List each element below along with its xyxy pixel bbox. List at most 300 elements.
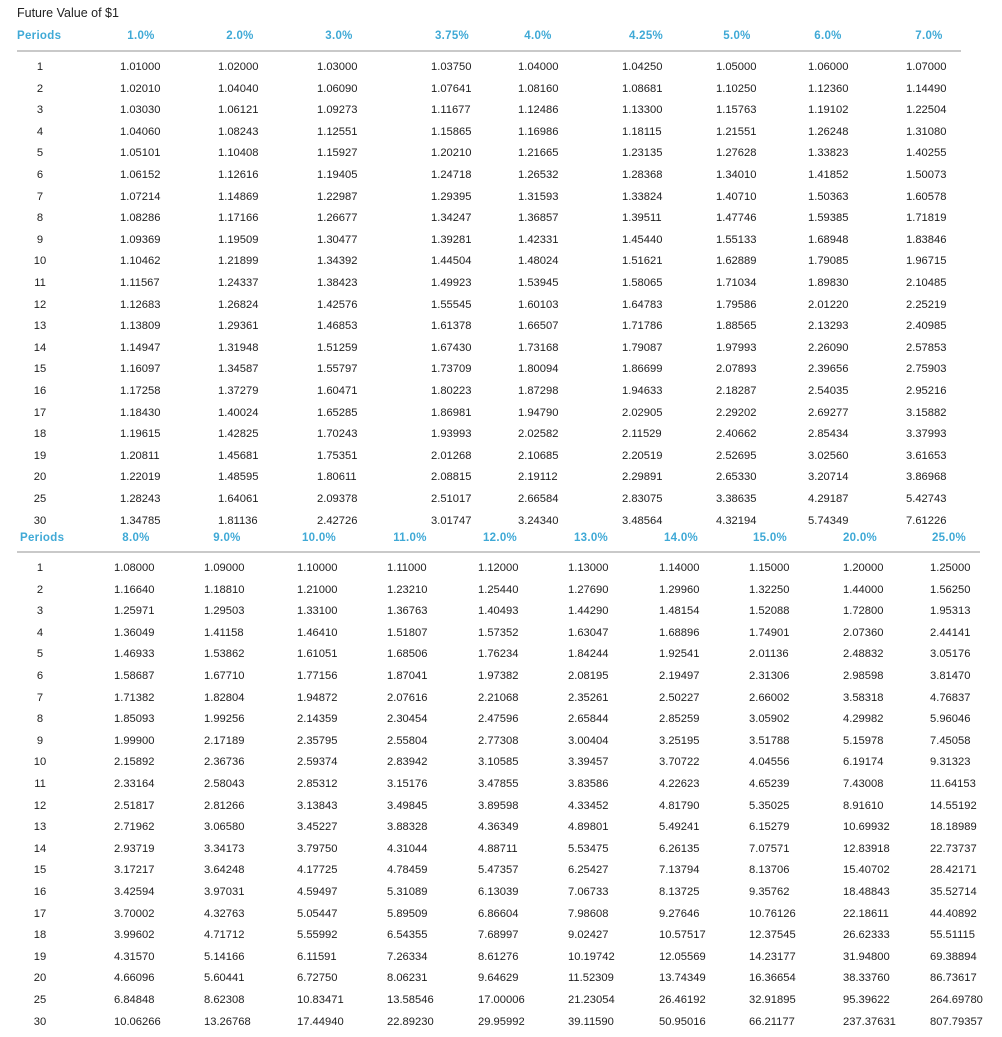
period-cell: 13: [33, 821, 47, 834]
period-cell: 8: [36, 212, 44, 225]
value-cell: 2.26090: [808, 341, 849, 354]
value-cell: 2.07893: [716, 363, 757, 376]
value-cell: 3.88328: [387, 821, 428, 834]
table-row: [0, 1016, 1002, 1037]
value-cell: 4.17725: [297, 864, 338, 877]
value-cell: 3.39457: [568, 756, 609, 769]
value-cell: 1.09273: [317, 104, 358, 117]
value-cell: 1.52088: [749, 605, 790, 618]
value-cell: 3.05902: [749, 713, 790, 726]
value-cell: 2.85312: [297, 778, 338, 790]
rate-header: 25.0%: [931, 532, 967, 544]
value-cell: 1.97993: [716, 341, 757, 354]
value-cell: 1.55797: [317, 363, 358, 376]
value-cell: 1.71382: [114, 691, 155, 704]
value-cell: 1.74901: [749, 626, 790, 639]
table-row: [0, 843, 1002, 864]
table-row: [0, 191, 1002, 212]
value-cell: 3.42594: [114, 886, 155, 898]
value-cell: 2.35795: [297, 734, 338, 747]
value-cell: 2.59374: [297, 756, 338, 769]
value-cell: 1.87041: [387, 670, 428, 682]
value-cell: 1.51621: [622, 255, 663, 268]
value-cell: 2.14359: [297, 713, 338, 726]
value-cell: 2.58043: [204, 778, 245, 790]
value-cell: 29.95992: [478, 1015, 525, 1028]
period-cell: 8: [36, 713, 44, 726]
period-cell: 14: [33, 842, 47, 855]
value-cell: 1.85093: [114, 713, 155, 726]
value-cell: 2.98598: [843, 670, 884, 682]
value-cell: 5.14166: [204, 950, 245, 963]
table-title: Future Value of $1: [17, 6, 119, 20]
value-cell: 1.06121: [218, 104, 259, 117]
value-cell: 4.29187: [808, 493, 849, 505]
value-cell: 1.25440: [478, 583, 519, 596]
value-cell: 4.29982: [843, 713, 884, 726]
value-cell: 6.54355: [387, 929, 428, 942]
value-cell: 1.02000: [218, 61, 259, 73]
value-cell: 1.45681: [218, 449, 259, 462]
value-cell: 6.19174: [843, 756, 884, 769]
value-cell: 1.13300: [622, 104, 663, 117]
value-cell: 17.44940: [297, 1015, 344, 1028]
value-cell: 1.41852: [808, 169, 849, 181]
value-cell: 1.01000: [120, 61, 161, 73]
value-cell: 1.04040: [218, 82, 259, 95]
value-cell: 7.45058: [930, 734, 971, 747]
value-cell: 3.58318: [843, 691, 884, 704]
value-cell: 2.01136: [749, 648, 789, 661]
value-cell: 3.70002: [114, 907, 155, 920]
period-cell: 3: [36, 605, 44, 618]
value-cell: 2.77308: [478, 734, 519, 747]
value-cell: 5.74349: [808, 514, 849, 527]
value-cell: 18.18989: [930, 821, 977, 834]
value-cell: 1.68948: [808, 233, 849, 246]
value-cell: 2.08195: [568, 670, 609, 682]
value-cell: 11.52309: [568, 972, 614, 985]
value-cell: 3.25195: [659, 734, 700, 747]
table-row: [0, 169, 1002, 190]
value-cell: 4.88711: [478, 842, 518, 855]
value-cell: 1.03750: [431, 61, 472, 73]
header-row: [0, 30, 1002, 50]
value-cell: 1.99256: [204, 713, 245, 726]
value-cell: 1.45440: [622, 233, 663, 246]
table-row: [0, 234, 1002, 255]
value-cell: 1.19615: [120, 428, 161, 441]
value-cell: 4.32194: [716, 514, 757, 527]
value-cell: 1.07000: [906, 61, 947, 73]
period-cell: 30: [33, 1015, 47, 1028]
value-cell: 1.12000: [478, 562, 519, 574]
value-cell: 1.59385: [808, 212, 849, 225]
table-row: [0, 951, 1002, 972]
table-row: [0, 584, 1002, 605]
rate-header: 9.0%: [213, 532, 241, 544]
value-cell: 5.55992: [297, 929, 338, 942]
value-cell: 1.53862: [204, 648, 245, 661]
value-cell: 1.97382: [478, 670, 519, 682]
value-cell: 10.76126: [749, 907, 796, 920]
value-cell: 1.10462: [120, 255, 161, 268]
rate-header: 8.0%: [122, 532, 150, 544]
value-cell: 4.59497: [297, 886, 338, 898]
table-row: [0, 255, 1002, 276]
value-cell: 3.15882: [906, 406, 947, 419]
value-cell: 13.26768: [204, 1015, 251, 1028]
value-cell: 5.15978: [843, 734, 884, 747]
table-row: [0, 821, 1002, 842]
value-cell: 2.66002: [749, 691, 790, 704]
value-cell: 1.15927: [317, 147, 358, 160]
value-cell: 1.71786: [622, 320, 663, 333]
period-cell: 6: [36, 670, 44, 682]
value-cell: 1.94872: [297, 691, 338, 704]
rate-header: 6.0%: [814, 30, 842, 42]
value-cell: 1.62889: [716, 255, 757, 268]
value-cell: 3.24340: [518, 514, 559, 527]
period-cell: 20: [33, 972, 47, 985]
period-cell: 7: [36, 691, 44, 704]
value-cell: 16.36654: [749, 972, 796, 985]
value-cell: 8.13706: [749, 864, 790, 877]
value-cell: 1.10408: [218, 147, 259, 160]
value-cell: 2.81266: [204, 799, 245, 812]
value-cell: 2.29202: [716, 406, 757, 419]
value-cell: 3.51788: [749, 734, 790, 747]
value-cell: 1.60471: [317, 385, 358, 397]
value-cell: 2.17189: [204, 734, 245, 747]
rate-header: 20.0%: [842, 532, 878, 544]
value-cell: 21.23054: [568, 994, 615, 1006]
value-cell: 1.14000: [659, 562, 700, 574]
value-cell: 95.39622: [843, 994, 890, 1006]
value-cell: 22.89230: [387, 1015, 434, 1028]
value-cell: 1.21665: [518, 147, 559, 160]
value-cell: 10.19742: [568, 950, 615, 963]
table-row: [0, 61, 1002, 82]
value-cell: 1.20000: [843, 562, 884, 574]
value-cell: 1.86981: [431, 406, 472, 419]
value-cell: 1.24718: [431, 169, 472, 181]
period-cell: 6: [36, 169, 44, 181]
table-row: [0, 756, 1002, 777]
value-cell: 4.81790: [659, 799, 700, 812]
value-cell: 1.08286: [120, 212, 161, 225]
value-cell: 4.31044: [387, 842, 428, 855]
value-cell: 1.17166: [218, 212, 259, 225]
value-cell: 237.37631: [843, 1015, 896, 1028]
value-cell: 3.48564: [622, 514, 663, 527]
value-cell: 50.95016: [659, 1015, 706, 1028]
value-cell: 1.73168: [518, 341, 559, 354]
value-cell: 1.42825: [218, 428, 259, 441]
value-cell: 1.36049: [114, 626, 155, 639]
value-cell: 1.95313: [930, 605, 971, 618]
value-cell: 2.02582: [518, 428, 559, 441]
value-cell: 2.33164: [114, 778, 155, 790]
value-cell: 7.13794: [659, 864, 700, 877]
value-cell: 1.29960: [659, 583, 700, 596]
value-cell: 1.93993: [431, 428, 472, 441]
value-cell: 7.61226: [906, 514, 947, 527]
value-cell: 2.30454: [387, 713, 428, 726]
value-cell: 1.12616: [218, 169, 259, 181]
periods-header: Periods: [17, 30, 62, 42]
value-cell: 1.36857: [518, 212, 559, 225]
value-cell: 1.44000: [843, 583, 884, 596]
value-cell: 12.37545: [749, 929, 796, 942]
rate-header: 10.0%: [301, 532, 337, 544]
value-cell: 1.19405: [317, 169, 358, 181]
value-cell: 1.76234: [478, 648, 519, 661]
value-cell: 1.15000: [749, 562, 790, 574]
value-cell: 4.78459: [387, 864, 428, 877]
value-cell: 1.07214: [120, 190, 161, 203]
value-cell: 1.80611: [317, 471, 357, 484]
value-cell: 1.28368: [622, 169, 663, 181]
value-cell: 1.05101: [120, 147, 161, 160]
value-cell: 1.70243: [317, 428, 358, 441]
period-cell: 5: [36, 147, 44, 160]
value-cell: 2.02905: [622, 406, 663, 419]
table-row: [0, 670, 1002, 691]
value-cell: 4.66096: [114, 972, 155, 985]
value-cell: 28.42171: [930, 864, 977, 877]
value-cell: 7.43008: [843, 778, 884, 790]
value-cell: 1.67710: [204, 670, 245, 682]
table-row: [0, 277, 1002, 298]
value-cell: 1.79085: [808, 255, 849, 268]
value-cell: 1.73709: [431, 363, 472, 376]
value-cell: 1.94633: [622, 385, 663, 397]
value-cell: 3.38635: [716, 493, 757, 505]
value-cell: 10.57517: [659, 929, 706, 942]
table-row: [0, 493, 1002, 514]
value-cell: 8.61276: [478, 950, 519, 963]
value-cell: 1.14490: [906, 82, 947, 95]
table-row: [0, 342, 1002, 363]
value-cell: 1.29361: [218, 320, 259, 333]
value-cell: 2.51817: [114, 799, 155, 812]
table-row: [0, 471, 1002, 492]
value-cell: 1.94790: [518, 406, 559, 419]
value-cell: 2.13293: [808, 320, 849, 333]
period-cell: 3: [36, 104, 44, 117]
value-cell: 2.95216: [906, 385, 947, 397]
value-cell: 2.57853: [906, 341, 947, 354]
period-cell: 12: [33, 799, 47, 812]
value-cell: 1.11567: [120, 277, 160, 289]
value-cell: 1.58687: [114, 670, 155, 682]
value-cell: 1.10000: [297, 562, 338, 574]
value-cell: 1.89830: [808, 277, 849, 289]
value-cell: 14.55192: [930, 799, 977, 812]
value-cell: 1.63047: [568, 626, 609, 639]
value-cell: 3.83586: [568, 778, 609, 790]
value-cell: 44.40892: [930, 907, 977, 920]
period-cell: 18: [33, 929, 47, 942]
value-cell: 1.08681: [622, 82, 663, 95]
value-cell: 1.22504: [906, 104, 947, 117]
value-cell: 9.31323: [930, 756, 971, 769]
value-cell: 8.13725: [659, 886, 700, 898]
value-cell: 1.15865: [431, 125, 472, 138]
value-cell: 1.29503: [204, 605, 245, 618]
value-cell: 1.34247: [431, 212, 472, 225]
period-cell: 16: [33, 886, 47, 898]
table-row: [0, 126, 1002, 147]
value-cell: 264.69780: [930, 994, 983, 1006]
value-cell: 2.10485: [906, 277, 947, 289]
value-cell: 1.07641: [431, 82, 472, 95]
value-cell: 38.33760: [843, 972, 890, 985]
value-cell: 1.36763: [387, 605, 428, 618]
period-cell: 5: [36, 648, 44, 661]
value-cell: 1.99900: [114, 734, 155, 747]
value-cell: 1.34392: [317, 255, 358, 268]
value-cell: 1.28243: [120, 493, 161, 505]
value-cell: 5.05447: [297, 907, 338, 920]
value-cell: 1.84244: [568, 648, 609, 661]
period-cell: 2: [36, 82, 44, 95]
rate-header: 15.0%: [752, 532, 788, 544]
value-cell: 5.96046: [930, 713, 971, 726]
value-cell: 7.07571: [749, 842, 790, 855]
value-cell: 3.10585: [478, 756, 519, 769]
value-cell: 1.17258: [120, 385, 161, 397]
table-row: [0, 648, 1002, 669]
period-cell: 10: [33, 255, 47, 268]
value-cell: 1.81136: [218, 514, 258, 527]
value-cell: 1.33100: [297, 605, 338, 618]
value-cell: 2.83942: [387, 756, 428, 769]
value-cell: 1.24337: [218, 277, 259, 289]
value-cell: 1.41158: [204, 626, 244, 639]
period-cell: 30: [33, 514, 47, 527]
value-cell: 8.62308: [204, 994, 245, 1006]
value-cell: 3.34173: [204, 842, 245, 855]
value-cell: 6.11591: [297, 950, 337, 963]
value-cell: 1.38423: [317, 277, 358, 289]
value-cell: 1.40024: [218, 406, 259, 419]
value-cell: 2.93719: [114, 842, 155, 855]
value-cell: 1.65285: [317, 406, 358, 419]
value-cell: 2.29891: [622, 471, 663, 484]
value-cell: 1.31080: [906, 125, 947, 138]
value-cell: 5.42743: [906, 493, 947, 505]
value-cell: 1.60103: [518, 298, 559, 311]
table-row: [0, 692, 1002, 713]
value-cell: 1.86699: [622, 363, 663, 376]
value-cell: 14.23177: [749, 950, 796, 963]
value-cell: 5.35025: [749, 799, 790, 812]
value-cell: 6.86604: [478, 907, 519, 920]
value-cell: 2.65844: [568, 713, 609, 726]
value-cell: 1.12486: [518, 104, 559, 117]
value-cell: 2.08815: [431, 471, 472, 484]
value-cell: 1.34010: [716, 169, 757, 181]
value-cell: 4.71712: [204, 929, 245, 942]
value-cell: 3.37993: [906, 428, 947, 441]
table-row: [0, 929, 1002, 950]
value-cell: 1.51259: [317, 341, 358, 354]
value-cell: 9.27646: [659, 907, 700, 920]
value-cell: 1.16986: [518, 125, 559, 138]
value-cell: 1.61378: [431, 320, 472, 333]
value-cell: 1.26824: [218, 298, 259, 311]
value-cell: 1.33823: [808, 147, 849, 160]
value-cell: 5.47357: [478, 864, 519, 877]
value-cell: 1.19102: [808, 104, 849, 117]
value-cell: 8.06231: [387, 972, 428, 985]
value-cell: 1.87298: [518, 385, 559, 397]
value-cell: 1.51807: [387, 626, 428, 639]
value-cell: 1.14869: [218, 190, 259, 203]
value-cell: 7.26334: [387, 950, 428, 963]
rate-header: 4.25%: [628, 30, 664, 42]
value-cell: 1.64061: [218, 493, 259, 505]
table-row: [0, 627, 1002, 648]
value-cell: 2.54035: [808, 385, 849, 397]
value-cell: 3.79750: [297, 842, 338, 855]
value-cell: 2.19112: [518, 471, 558, 484]
period-cell: 19: [33, 950, 47, 963]
value-cell: 12.05569: [659, 950, 706, 963]
value-cell: 1.30477: [317, 233, 358, 246]
value-cell: 1.83846: [906, 233, 947, 246]
value-cell: 1.42576: [317, 298, 358, 311]
value-cell: 1.11677: [431, 104, 471, 117]
value-cell: 2.85259: [659, 713, 700, 726]
value-cell: 1.48154: [659, 605, 700, 618]
period-cell: 25: [33, 493, 47, 505]
value-cell: 22.18611: [843, 907, 889, 920]
value-cell: 35.52714: [930, 886, 977, 898]
value-cell: 2.42726: [317, 514, 358, 527]
value-cell: 18.48843: [843, 886, 890, 898]
value-cell: 3.86968: [906, 471, 947, 484]
value-cell: 1.20210: [431, 147, 472, 160]
rate-header: 2.0%: [226, 30, 254, 42]
value-cell: 3.15176: [387, 778, 428, 790]
value-cell: 1.25971: [114, 605, 155, 618]
period-cell: 25: [33, 994, 47, 1006]
value-cell: 1.08243: [218, 125, 259, 138]
value-cell: 1.21000: [297, 583, 338, 596]
value-cell: 2.39656: [808, 363, 849, 376]
value-cell: 1.18115: [622, 125, 662, 138]
period-cell: 9: [36, 734, 44, 747]
value-cell: 1.02010: [120, 82, 161, 95]
value-cell: 2.75903: [906, 363, 947, 376]
value-cell: 31.94800: [843, 950, 890, 963]
value-cell: 2.85434: [808, 428, 849, 441]
value-cell: 26.62333: [843, 929, 890, 942]
value-cell: 1.19509: [218, 233, 259, 246]
value-cell: 2.19497: [659, 670, 700, 682]
value-cell: 10.83471: [297, 994, 344, 1006]
value-cell: 6.72750: [297, 972, 338, 985]
value-cell: 1.80094: [518, 363, 559, 376]
value-cell: 15.40702: [843, 864, 890, 877]
value-cell: 2.07616: [387, 691, 428, 704]
value-cell: 39.11590: [568, 1015, 614, 1028]
period-cell: 7: [36, 190, 44, 203]
value-cell: 3.89598: [478, 799, 519, 812]
